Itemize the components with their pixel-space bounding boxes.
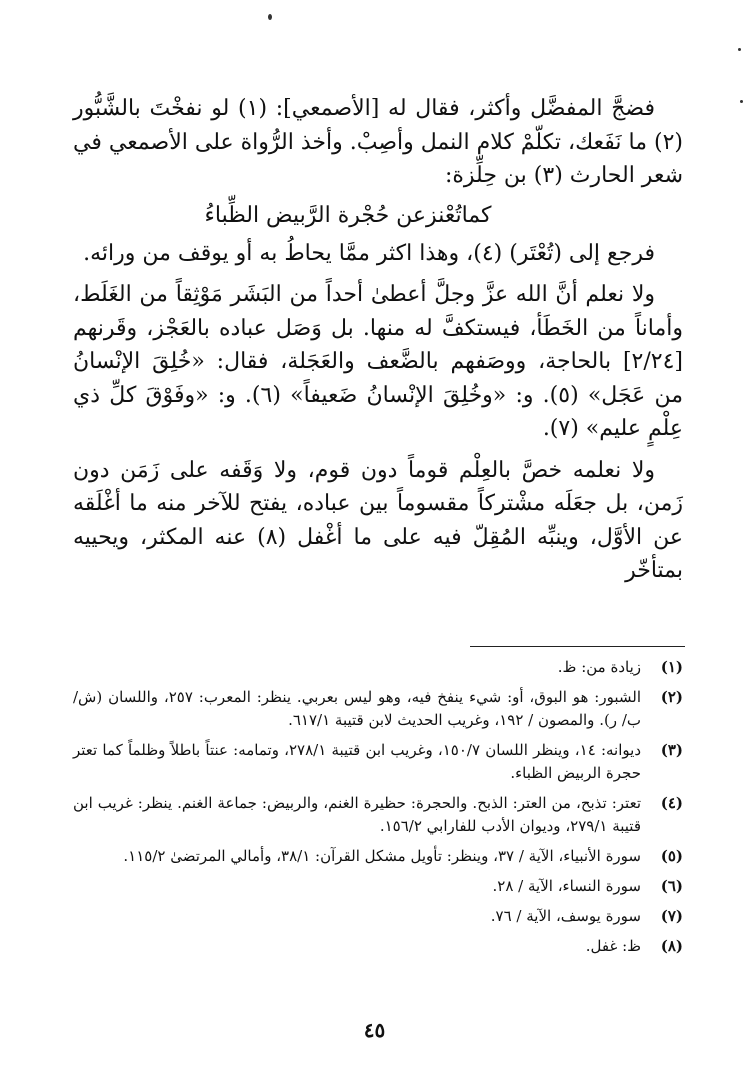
footnote-text: سورة الأنبياء، الآية / ٣٧، وينظر: تأويل مشكل القرآن: ٣٨/١، وأمالي المرتضىٰ ١١٥/٢.	[123, 847, 641, 865]
footnote-text: ديوانه: ١٤، وينظر اللسان ١٥٠/٧، وغريب ابن قتيبة ٢٧٨/١، وتمامه: عنتاً باطلاً وظلماً كما تعتر حجرة الربيض الظباء.	[73, 741, 642, 782]
body-paragraph-3: ولا نعلم أنَّ الله عزَّ وجلَّ أعطىٰ أحداً من البَشَر مَوْثِقاً من الغَلَط، وأماناً من الخَطَأ، فيستكفَّ له منها. بل وَصَل عباده بالعَجْز، وقَرنهم [٢/٢٤] بالحاجة، ووصَفهم بالضَّعف والعَجَلة، فقال: «خُلِقَ الإنْسانُ من عَجَل» (٥). و: «وخُلِقَ الإنْسانُ ضَعيفاً» (٦). و: «وفَوْقَ كلِّ ذي عِلْمٍ عليم» (٧).	[73, 282, 683, 441]
scan-mark	[738, 48, 741, 51]
footnote	[73, 686, 683, 732]
footnote-divider	[470, 646, 685, 647]
footnote-number: (٣)	[660, 741, 683, 759]
footnote	[73, 656, 683, 679]
body-paragraph-2: فرجع إلى (تُعْتَر) (٤)، وهذا اكثر ممَّا يحاطُ به أو يوقف من ورائه.	[83, 240, 655, 266]
scan-mark	[740, 100, 743, 103]
footnote-number: (١)	[660, 658, 683, 676]
footnote-number: (٨)	[660, 937, 683, 955]
footnotes	[73, 656, 683, 965]
main-text	[73, 92, 683, 588]
footnote	[73, 905, 683, 928]
footnote-text: سورة النساء، الآية / ٢٨.	[492, 877, 641, 895]
footnote-text: تعتر: تذبح، من العتر: الذبح. والحجرة: حظيرة الغنم، والربيض: جماعة الغنم. ينظر: غريب ابن قتيبة ٢٧٩/١، وديوان الأدب للفارابي ١٥٦/٢.	[73, 794, 641, 835]
body-paragraph-4: ولا نعلمه خصَّ بالعِلْم قوماً دون قوم، ولا وَقَفه على زَمَن دون زَمن، بل جعَلَه مشْتركاً مقسوماً بين عباده، يفتح للآخر منه ما أغْلَقه عن الأوَّل، وينبِّه المُقِلّ فيه على ما أغْفل (٨) عنه المكثر، ويحييه بمتأخّر	[73, 457, 683, 583]
footnote-number: (٢)	[660, 688, 683, 706]
body-paragraph-1: فضجَّ المفضَّل وأكثر، فقال له [الأصمعي]: (١) لو نفخْتَ بالشَّبُّور (٢) ما نَفَعك، تكلّمْ كلام النمل وأصِبْ. وأخذ الرُّواة على الأصمعي في شعر الحارث (٣) بن حِلِّزة:	[73, 96, 683, 188]
footnote-number: (٤)	[660, 794, 683, 812]
footnote	[73, 875, 683, 898]
footnote	[73, 845, 683, 868]
footnote-number: (٦)	[660, 877, 683, 895]
poem-verse: كماتُعْنزعن حُجْرة الرَّبيض الظِّباءُ	[204, 202, 492, 228]
footnote-text: زيادة من: ظ.	[557, 658, 641, 676]
page-number: ٤٥	[363, 1018, 386, 1042]
footnote-text: ظ: غفل.	[585, 937, 641, 955]
footnote	[73, 739, 683, 785]
footnote	[73, 935, 683, 958]
scan-mark	[268, 14, 272, 20]
footnote-number: (٥)	[660, 847, 683, 865]
footnote-text: الشبور: هو البوق، أو: شيء ينفخ فيه، وهو ليس بعربي. ينظر: المعرب: ٢٥٧، واللسان (ش/ ب/ ر). والمصون / ١٩٢، وغريب الحديث لابن قتيبة ٦١٧/١.	[73, 688, 641, 729]
footnote-text: سورة يوسف، الآية / ٧٦.	[490, 907, 641, 925]
footnote-number: (٧)	[660, 907, 683, 925]
footnote	[73, 792, 683, 838]
